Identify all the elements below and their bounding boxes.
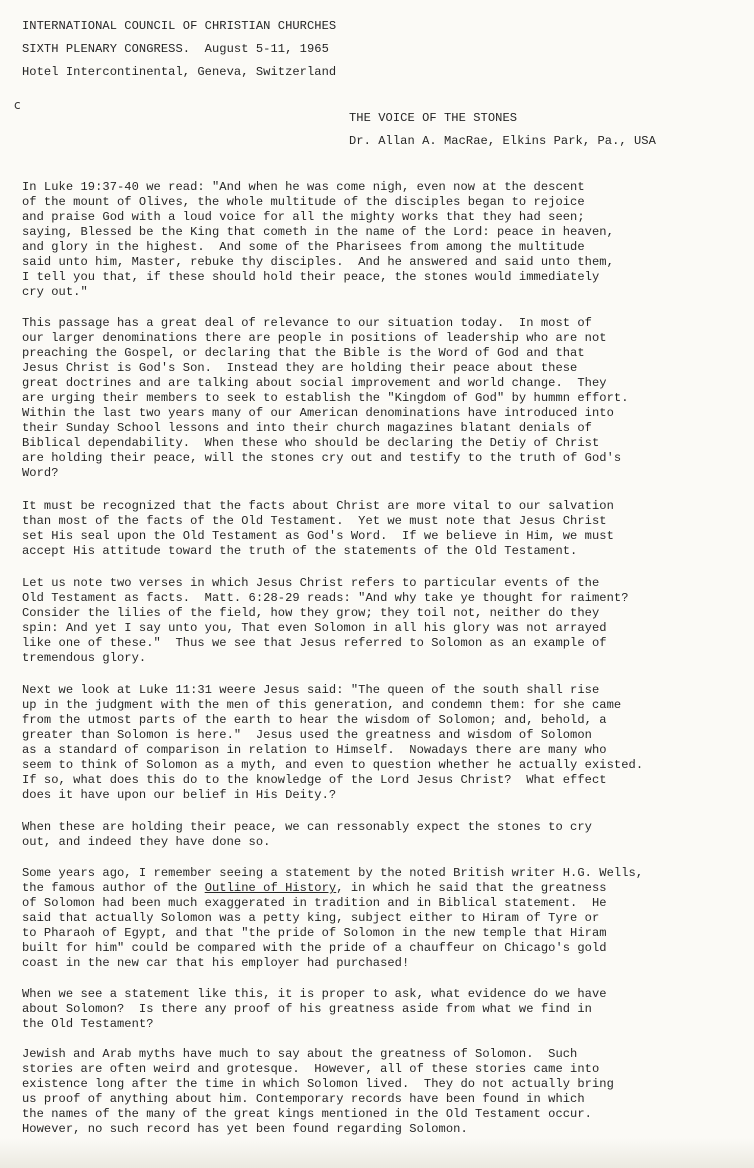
body-line: Jesus Christ is God's Son. Instead they are holding their peace about these	[22, 361, 578, 375]
body-line: Biblical dependability. When these who should be declaring the Detiy of Christ	[22, 436, 600, 450]
body-line: Some years ago, I remember seeing a statement by the noted British writer H.G. Wells,	[22, 866, 644, 880]
body-line: If so, what does this do to the knowledge of the Lord Jesus Christ? What effect	[22, 773, 607, 787]
body-line: like one of these." Thus we see that Jesus referred to Solomon as an example of	[22, 636, 607, 650]
body-line: preaching the Gospel, or declaring that the Bible is the Word of God and that	[22, 346, 585, 360]
body-line: seem to think of Solomon as a myth, and even to question whether he actually existed.	[22, 758, 644, 772]
document-author: Dr. Allan A. MacRae, Elkins Park, Pa., USA	[349, 134, 656, 148]
body-line: our larger denominations there are people in positions of leadership who are not	[22, 331, 607, 345]
body-line: from the utmost parts of the earth to hear the wisdom of Solomon; and, behold, a	[22, 713, 607, 727]
body-line: Jewish and Arab myths have much to say about the greatness of Solomon. Such	[22, 1047, 578, 1061]
body-line: the famous author of the Outline of History, in which he said that the greatness	[22, 881, 607, 895]
body-line: as a standard of comparison in relation to Himself. Nowadays there are many who	[22, 743, 607, 757]
body-line: This passage has a great deal of relevance to our situation today. In most of	[22, 316, 592, 330]
body-line: coast in the new car that his employer had purchased!	[22, 956, 410, 970]
header-org: INTERNATIONAL COUNCIL OF CHRISTIAN CHURCHES	[22, 19, 337, 33]
body-line: Word?	[22, 466, 59, 480]
header-venue: Hotel Intercontinental, Geneva, Switzerland	[22, 65, 337, 79]
body-line: are holding their peace, will the stones cry out and testify to the truth of God's	[22, 451, 622, 465]
body-line: existence long after the time in which Solomon lived. They do not actually bring	[22, 1077, 614, 1091]
body-line: said that actually Solomon was a petty king, subject either to Hiram of Tyre or	[22, 911, 600, 925]
page-bottom-shadow	[0, 1138, 754, 1168]
body-line: Within the last two years many of our American denominations have introduced into	[22, 406, 614, 420]
body-line: to Pharaoh of Egypt, and that "the pride of Solomon in the new temple that Hiram	[22, 926, 607, 940]
body-line: their Sunday School lessons and into their church magazines blatant denials of	[22, 421, 592, 435]
body-line: up in the judgment with the men of this generation, and condemn them: for she came	[22, 698, 622, 712]
body-line: It must be recognized that the facts about Christ are more vital to our salvation	[22, 499, 614, 513]
body-line: stories are often weird and grotesque. However, all of these stories came into	[22, 1062, 600, 1076]
body-line: of Solomon had been much exaggerated in tradition and in Biblical statement. He	[22, 896, 607, 910]
body-line: Consider the lilies of the field, how they grow; they toil not, neither do they	[22, 606, 600, 620]
body-line: Let us note two verses in which Jesus Christ refers to particular events of the	[22, 576, 600, 590]
body-line: cry out."	[22, 285, 88, 299]
body-line: In Luke 19:37-40 we read: "And when he was come nigh, even now at the descent	[22, 180, 585, 194]
body-line: are urging their members to seek to establish the "Kingdom of God" by hummn effort.	[22, 391, 629, 405]
body-line: than most of the facts of the Old Testament. Yet we must note that Jesus Christ	[22, 514, 607, 528]
body-line: said unto him, Master, rebuke thy disciples. And he answered and said unto them,	[22, 255, 614, 269]
body-line: us proof of anything about him. Contemporary records have been found in which	[22, 1092, 585, 1106]
body-line: Next we look at Luke 11:31 weere Jesus said: "The queen of the south shall rise	[22, 683, 600, 697]
body-line: When we see a statement like this, it is proper to ask, what evidence do we have	[22, 987, 607, 1001]
margin-mark: c	[14, 98, 21, 112]
body-line: built for him" could be compared with the pride of a chauffeur on Chicago's gold	[22, 941, 607, 955]
body-line: spin: And yet I say unto you, That even Solomon in all his glory was not arrayed	[22, 621, 607, 635]
body-line: of the mount of Olives, the whole multitude of the disciples began to rejoice	[22, 195, 585, 209]
body-line: tremendous glory.	[22, 651, 147, 665]
body-line: saying, Blessed be the King that cometh in the name of the Lord: peace in heaven,	[22, 225, 614, 239]
body-line: accept His attitude toward the truth of the statements of the Old Testament.	[22, 544, 578, 558]
body-line: and praise God with a loud voice for all the mighty works that they had seen;	[22, 210, 585, 224]
body-line: I tell you that, if these should hold their peace, the stones would immediately	[22, 270, 600, 284]
body-line: and glory in the highest. And some of the Pharisees from among the multitude	[22, 240, 585, 254]
body-line: about Solomon? Is there any proof of his greatness aside from what we find in	[22, 1002, 592, 1016]
body-line: set His seal upon the Old Testament as God's Word. If we believe in Him, we must	[22, 529, 614, 543]
body-line: However, no such record has yet been found regarding Solomon.	[22, 1122, 468, 1136]
document-title: THE VOICE OF THE STONES	[349, 111, 518, 125]
body-line: great doctrines and are talking about social improvement and world change. They	[22, 376, 607, 390]
body-line: Old Testament as facts. Matt. 6:28-29 reads: "And why take ye thought for raiment?	[22, 591, 629, 605]
body-line: the names of the many of the great kings mentioned in the Old Testament occur.	[22, 1107, 592, 1121]
body-line: the Old Testament?	[22, 1017, 154, 1031]
body-line: out, and indeed they have done so.	[22, 835, 271, 849]
body-line: greater than Solomon is here." Jesus used the greatness and wisdom of Solomon	[22, 728, 592, 742]
book-title-underline: Outline of History	[204, 881, 337, 895]
header-congress: SIXTH PLENARY CONGRESS. August 5-11, 1965	[22, 42, 329, 56]
body-line: When these are holding their peace, we can ressonably expect the stones to cry	[22, 820, 592, 834]
body-line: does it have upon our belief in His Deity.?	[22, 788, 337, 802]
